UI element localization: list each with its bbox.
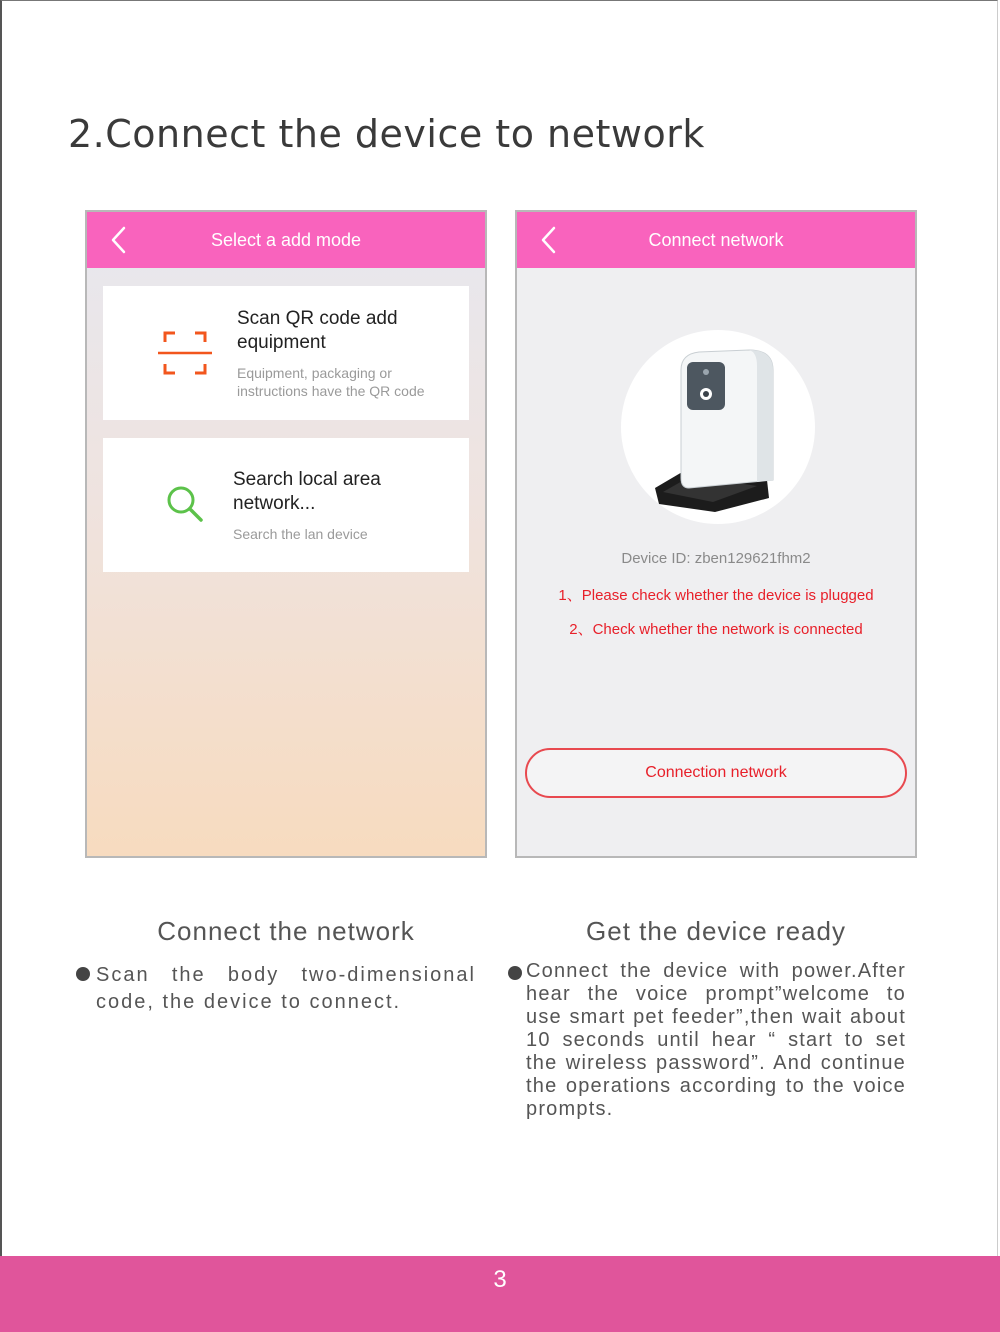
caption-text-right: Connect the device with power.After hear the voice prompt”welcome to use smart pet feeder”,then wait about 10 seconds until hear “ start to set the wireless password”. And continue the operations according to the voice prompts. (526, 960, 906, 1120)
check-instruction: 1、Please check whether the device is plugged (558, 587, 874, 604)
caption-title-left: Connect the network (157, 916, 415, 946)
option-description: Search the lan device (233, 526, 368, 542)
pet-feeder-image (649, 340, 789, 512)
header-title: Select a add mode (210, 230, 362, 250)
device-id-text: Device ID: zben129621fhm2 (621, 550, 811, 567)
page-footer (0, 1256, 1000, 1332)
app-header (87, 212, 485, 268)
connection-network-button[interactable]: Connection network (525, 748, 907, 798)
caption-title-right: Get the device ready (586, 916, 846, 946)
option-title: Scan QR code add equipment (237, 308, 398, 353)
search-lan-option[interactable] (103, 438, 469, 572)
bullet-dot (76, 967, 90, 981)
option-title: Search local area network... (233, 469, 381, 514)
scan-qr-option[interactable] (103, 286, 469, 420)
page-number: 3 (493, 1266, 507, 1293)
search-icon (165, 484, 205, 524)
page-title: 2.Connect the device to network (68, 112, 705, 156)
phone-screen-connect-network (515, 210, 917, 858)
device-image-frame (621, 330, 815, 524)
app-header (517, 212, 915, 268)
caption-text-left: Scan the body two-dimensional code, the device to connect. (96, 964, 476, 1013)
check-instruction: 2、Check whether the network is connected (569, 621, 863, 638)
header-title: Connect network (648, 230, 784, 250)
phone-screen-select-mode (85, 210, 487, 858)
qr-scan-icon (157, 330, 213, 378)
option-description: Equipment, packaging or instructions have the QR code (237, 365, 425, 399)
bullet-dot (508, 966, 522, 980)
